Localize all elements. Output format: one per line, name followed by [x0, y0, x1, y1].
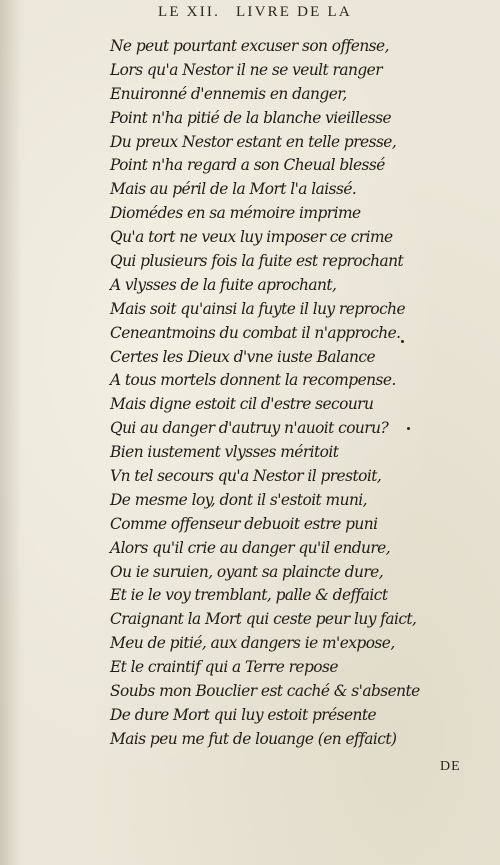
verse-line: Et le craintif qui a Terre repose	[110, 658, 338, 677]
verse-line: Du preux Nestor estant en telle presse,	[110, 132, 397, 151]
verse-line: Ne peut pourtant excuser son offense,	[110, 37, 389, 55]
verse-line: Craignant la Mort qui ceste peur luy faict,	[110, 610, 417, 629]
verse-line: Comme offenseur debuoit estre puni	[110, 514, 378, 533]
verse-line: De dure Mort qui luy estoit présente	[110, 705, 377, 724]
verse-line: Lors qu'a Nestor il ne se veult ranger	[110, 60, 382, 79]
verse-line: Certes les Dieux d'vne iuste Balance	[110, 347, 376, 366]
verse-line: Qui au danger d'autruy n'auoit couru?	[110, 419, 389, 438]
verse-block	[110, 35, 440, 752]
verse-line: Mais digne estoit cil d'estre secouru	[110, 395, 374, 414]
verse-line: Bien iustement vlysses méritoit	[110, 443, 339, 462]
verse-line: Ou ie suruien, oyant sa plaincte dure,	[110, 562, 384, 581]
verse-line: Mais peu me fut de louange (en effaict)	[110, 729, 397, 748]
verse-line: Qu'a tort ne veux luy imposer ce crime	[110, 228, 393, 247]
verse-line: Alors qu'il crie au danger qu'il endure,	[110, 538, 391, 557]
verse-line: Diomédes en sa mémoire imprime	[110, 204, 361, 223]
verse-line: De mesme loy, dont il s'estoit muni,	[110, 490, 368, 509]
verse-line: Enuironné d'ennemis en danger,	[110, 84, 347, 103]
ink-speck	[401, 340, 404, 343]
verse-line: Meu de pitié, aux dangers ie m'expose,	[110, 634, 395, 653]
verse-line: Mais soit qu'ainsi la fuyte il luy reproche	[110, 299, 406, 318]
verse-line: Mais au péril de la Mort l'a laissé.	[110, 180, 357, 199]
verse-line: Point n'ha regard a son Cheual blessé	[110, 156, 385, 175]
running-header	[158, 4, 428, 26]
verse-line: Qui plusieurs fois la fuite est reprochant	[110, 252, 404, 271]
running-title: LIVRE DE LA	[236, 4, 352, 20]
folio-label: LE XII.	[158, 4, 221, 20]
verse-line: Soubs mon Bouclier est caché & s'absente	[110, 682, 420, 701]
gutter-shadow	[0, 0, 22, 865]
catchword: DE	[440, 759, 461, 774]
verse-line: A tous mortels donnent la recompense.	[110, 371, 396, 390]
verse-line: Point n'ha pitié de la blanche vieillesse	[110, 108, 392, 127]
verse-line: Et ie le voy tremblant, palle & deffaict	[110, 586, 388, 605]
ink-speck	[407, 427, 410, 430]
verse-line: Vn tel secours qu'a Nestor il prestoit,	[110, 467, 382, 486]
verse-line: A vlysses de la fuite aprochant,	[110, 275, 337, 294]
verse-line: Ceneantmoins du combat il n'approche.	[110, 323, 401, 342]
